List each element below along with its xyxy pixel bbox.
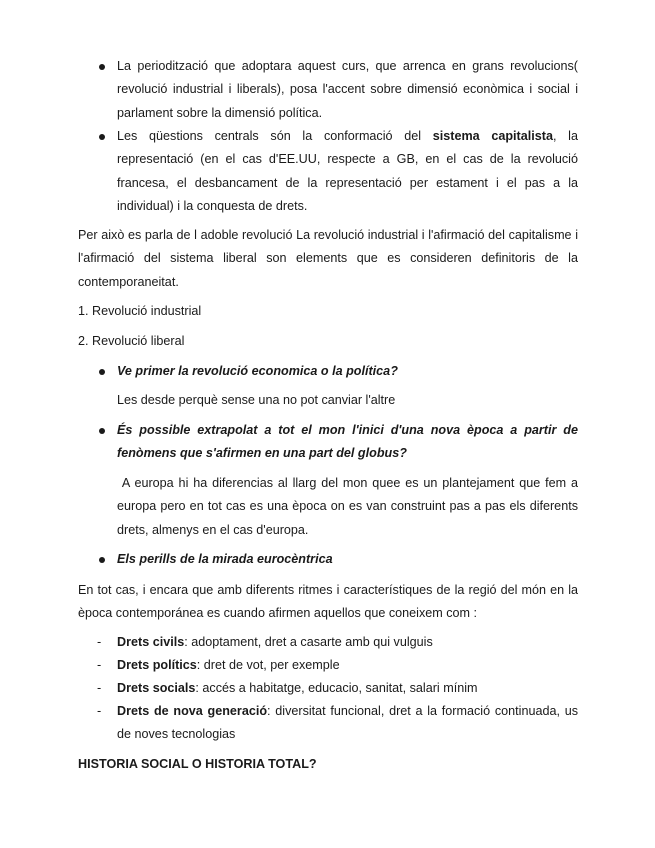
rights-term: Drets socials <box>117 681 196 695</box>
dash-marker: - <box>97 681 102 695</box>
dash-marker: - <box>97 704 102 718</box>
rights-item-social <box>97 677 578 700</box>
list-item-industrial: 1. Revolució industrial <box>78 304 202 318</box>
rights-item-new-generation <box>97 700 579 747</box>
bullet-periodization: La periodització que adoptara aquest curs, que arrenca en grans revolucions( revolució industrial i liberals), posa l'accent sobre dimensió econòmica i social i parlament sobre la dimensió política. <box>117 55 578 125</box>
section-heading: HISTORIA SOCIAL O HISTORIA TOTAL? <box>78 757 317 771</box>
question-eurocentrism: Els perills de la mirada eurocèntrica <box>117 548 578 571</box>
paragraph-double-revolution: Per això es parla de l adoble revolució La revolució industrial i l'afirmació del capitalisme i l'afirmació del sistema liberal son elements que es consideren definitoris de la contemporaneitat. <box>78 228 578 289</box>
answer-extrapolation: A europa hi ha diferencias al llarg del mon quee es un plantejament que fem a europa pero en tot cas es una època on es van construint pas a pas els diferents drets, almenys en el cas d'europa. <box>117 476 582 537</box>
rights-desc: : accés a habitatge, educacio, sanitat, salari mínim <box>195 681 478 695</box>
bullet-central-questions <box>117 125 578 219</box>
question-extrapolation: És possible extrapolat a tot el mon l'inici d'una nova època a partir de fenòmens que s'afirmen en una part del globus? <box>117 419 578 466</box>
rights-desc: : dret de vot, per exemple <box>196 658 340 672</box>
rights-item-political <box>97 654 578 677</box>
rights-term: Drets de nova generació <box>117 704 268 718</box>
rights-term: Drets civils <box>117 635 185 649</box>
bullet-text-pre: Les qüestions centrals són la conformació del <box>117 129 433 143</box>
rights-desc: : adoptament, dret a casarte amb qui vulguis <box>184 635 433 649</box>
paragraph-rights-intro: En tot cas, i encara que amb diferents ritmes i característiques de la regió del món en la època contemporánea es cuando afirmen aquellos que coneixem com : <box>78 583 578 621</box>
list-item-liberal: 2. Revolució liberal <box>78 334 185 348</box>
dash-marker: - <box>97 658 102 672</box>
bullet-text-post: , la representació (en el cas d'EE.UU, respecte a GB, en el cas de la revolució francesa, el desbancament de la representació per estament i el pas a la individual) i la conquesta de drets. <box>117 129 578 214</box>
bold-term-capitalism: sistema capitalista <box>432 129 553 143</box>
question-revolution-order: Ve primer la revolució economica o la política? <box>117 360 578 383</box>
rights-desc: : diversitat funcional, dret a la formació continuada, us de noves tecnologias <box>117 704 579 742</box>
rights-item-civil <box>97 631 578 654</box>
answer-revolution-order: Les desde perquè sense una no pot canviar l'altre <box>117 393 396 407</box>
dash-marker: - <box>97 635 102 649</box>
rights-term: Drets polítics <box>117 658 197 672</box>
